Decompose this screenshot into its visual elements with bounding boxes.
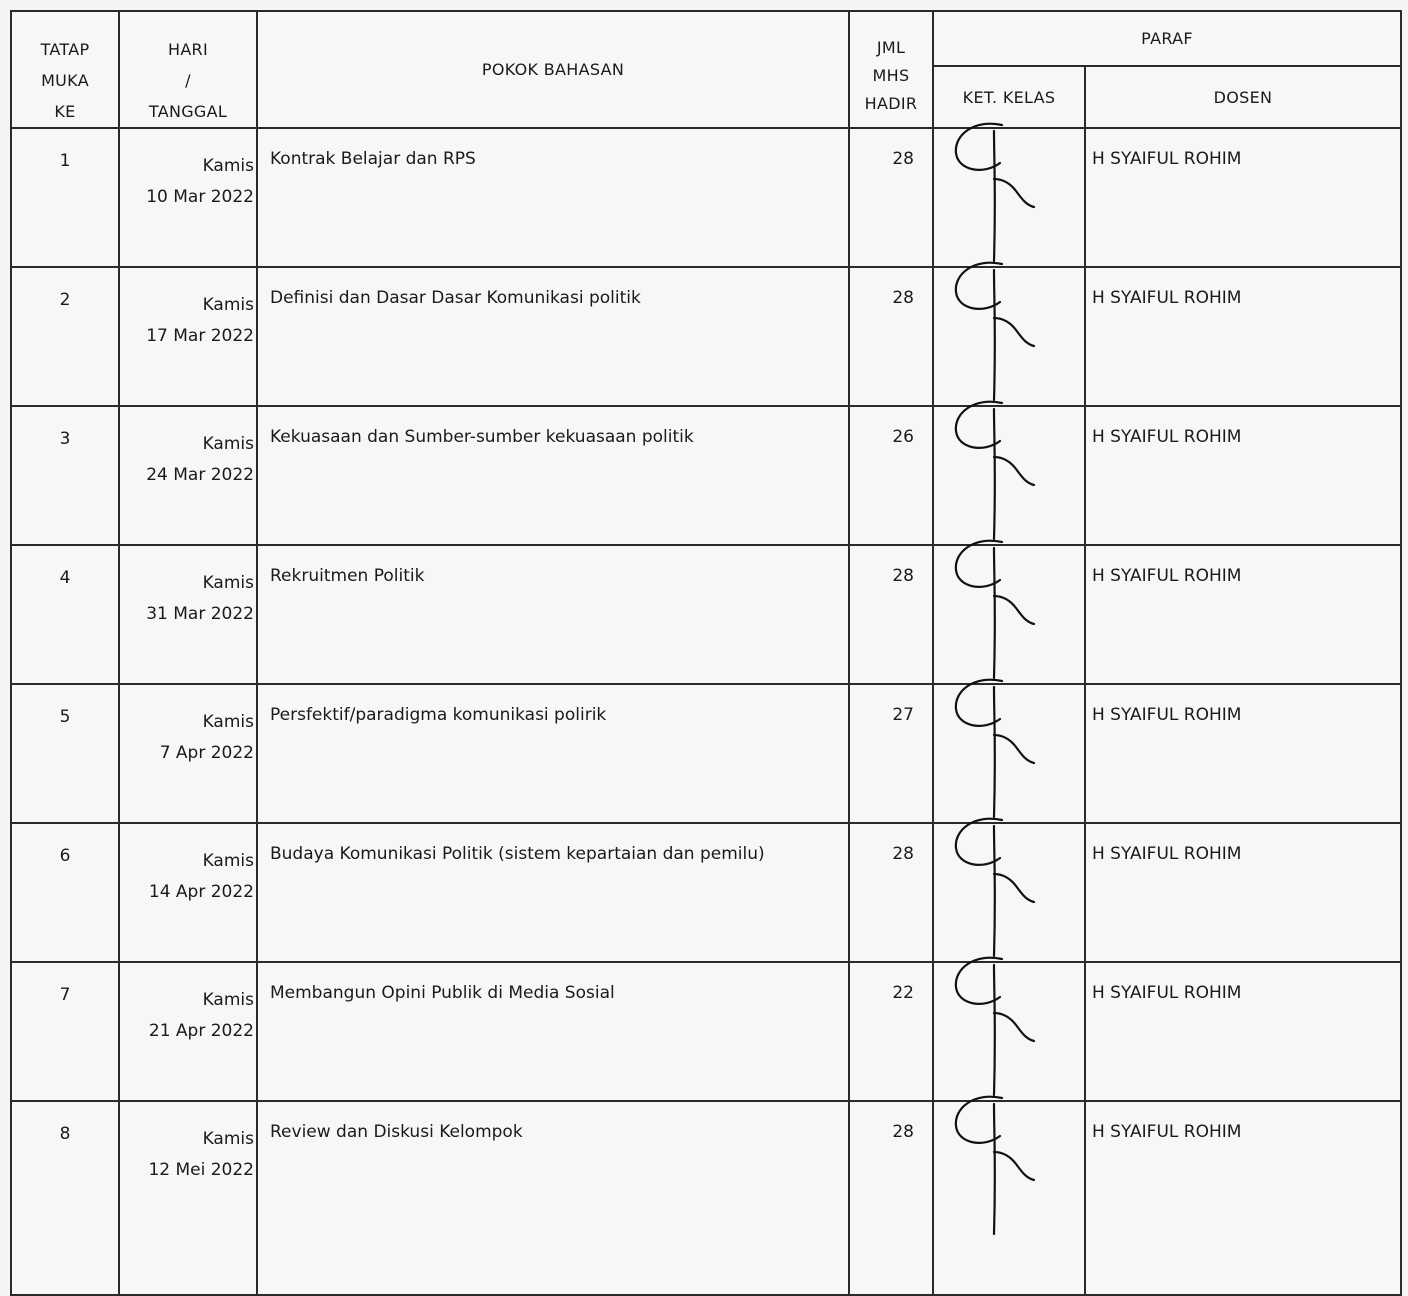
attendance-count: 28 [849,823,933,962]
header-muka-label: MUKA [41,71,89,90]
class-signature-cell [933,1101,1085,1295]
header-jml-mhs-hadir [849,11,933,128]
meeting-number: 4 [11,545,119,684]
meeting-day: Kamis [202,990,254,1010]
meeting-day: Kamis [202,573,254,593]
meeting-number: 5 [11,684,119,823]
table-row [11,684,1401,823]
table-row [11,823,1401,962]
lecturer-name: H SYAIFUL ROHIM [1085,1101,1401,1295]
attendance-count: 26 [849,406,933,545]
topic: Definisi dan Dasar Dasar Komunikasi politik [257,267,849,406]
attendance-count: 28 [849,545,933,684]
header-ket-kelas: KET. KELAS [933,66,1085,128]
handwritten-signature [944,816,1054,966]
meeting-date: 10 Mar 2022 [146,187,254,207]
meeting-date: 14 Apr 2022 [148,882,254,902]
meeting-date-cell [119,545,257,684]
topic: Budaya Komunikasi Politik (sistem kepartaian dan pemilu) [257,823,849,962]
attendance-count: 28 [849,1101,933,1295]
meeting-day: Kamis [202,295,254,315]
handwritten-signature [944,260,1054,410]
lecturer-name: H SYAIFUL ROHIM [1085,545,1401,684]
meeting-date: 24 Mar 2022 [146,465,254,485]
header-jml-label: JML [876,38,906,57]
handwritten-signature [944,1094,1054,1244]
class-signature-cell [933,406,1085,545]
topic: Kontrak Belajar dan RPS [257,128,849,267]
topic: Persfektif/paradigma komunikasi polirik [257,684,849,823]
lecturer-name: H SYAIFUL ROHIM [1085,128,1401,267]
meeting-date: 7 Apr 2022 [159,743,254,763]
header-hari-label: HARI [167,40,208,59]
header-slash-label: / [185,71,191,90]
table-body [11,128,1401,1295]
handwritten-signature [944,538,1054,688]
meeting-date: 17 Mar 2022 [146,326,254,346]
meeting-date: 31 Mar 2022 [146,604,254,624]
meeting-date-cell [119,962,257,1101]
table-row [11,406,1401,545]
lecturer-name: H SYAIFUL ROHIM [1085,684,1401,823]
meeting-number: 2 [11,267,119,406]
meeting-day: Kamis [202,1129,254,1149]
meeting-number: 7 [11,962,119,1101]
handwritten-signature [944,677,1054,827]
meeting-date-cell [119,128,257,267]
class-signature-cell [933,267,1085,406]
header-ke-label: KE [54,102,76,121]
topic: Membangun Opini Publik di Media Sosial [257,962,849,1101]
topic: Review dan Diskusi Kelompok [257,1101,849,1295]
meeting-date-cell [119,684,257,823]
meeting-date: 12 Mei 2022 [148,1160,254,1180]
meeting-day: Kamis [202,851,254,871]
topic: Kekuasaan dan Sumber-sumber kekuasaan politik [257,406,849,545]
lecturer-name: H SYAIFUL ROHIM [1085,406,1401,545]
meeting-date-cell [119,406,257,545]
handwritten-signature [944,121,1054,271]
handwritten-signature [944,955,1054,1105]
lecturer-name: H SYAIFUL ROHIM [1085,823,1401,962]
class-signature-cell [933,962,1085,1101]
header-row [11,11,1401,66]
meeting-day: Kamis [202,712,254,732]
attendance-count: 28 [849,128,933,267]
header-tatap-label: TATAP [40,40,90,59]
table-row [11,1101,1401,1295]
lecturer-name: H SYAIFUL ROHIM [1085,267,1401,406]
attendance-table [10,10,1402,1296]
class-signature-cell [933,823,1085,962]
meeting-number: 6 [11,823,119,962]
header-tanggal-label: TANGGAL [148,102,228,121]
class-signature-cell [933,684,1085,823]
meeting-day: Kamis [202,156,254,176]
header-pokok-bahasan: POKOK BAHASAN [257,11,849,128]
class-signature-cell [933,545,1085,684]
header-tatap-muka [11,11,119,128]
meeting-date-cell [119,823,257,962]
meeting-date-cell [119,267,257,406]
lecturer-name: H SYAIFUL ROHIM [1085,962,1401,1101]
header-hari-tanggal [119,11,257,128]
attendance-count: 28 [849,267,933,406]
class-signature-cell [933,128,1085,267]
header-paraf: PARAF [933,11,1401,66]
meeting-number: 8 [11,1101,119,1295]
meeting-day: Kamis [202,434,254,454]
meeting-date: 21 Apr 2022 [148,1021,254,1041]
header-dosen: DOSEN [1085,66,1401,128]
meeting-number: 3 [11,406,119,545]
table-row [11,128,1401,267]
table-row [11,962,1401,1101]
table-row [11,267,1401,406]
attendance-count: 22 [849,962,933,1101]
header-hadir-label: HADIR [864,94,918,113]
topic: Rekruitmen Politik [257,545,849,684]
handwritten-signature [944,399,1054,549]
attendance-count: 27 [849,684,933,823]
header-mhs-label: MHS [872,66,910,85]
table-row [11,545,1401,684]
meeting-date-cell [119,1101,257,1295]
meeting-number: 1 [11,128,119,267]
